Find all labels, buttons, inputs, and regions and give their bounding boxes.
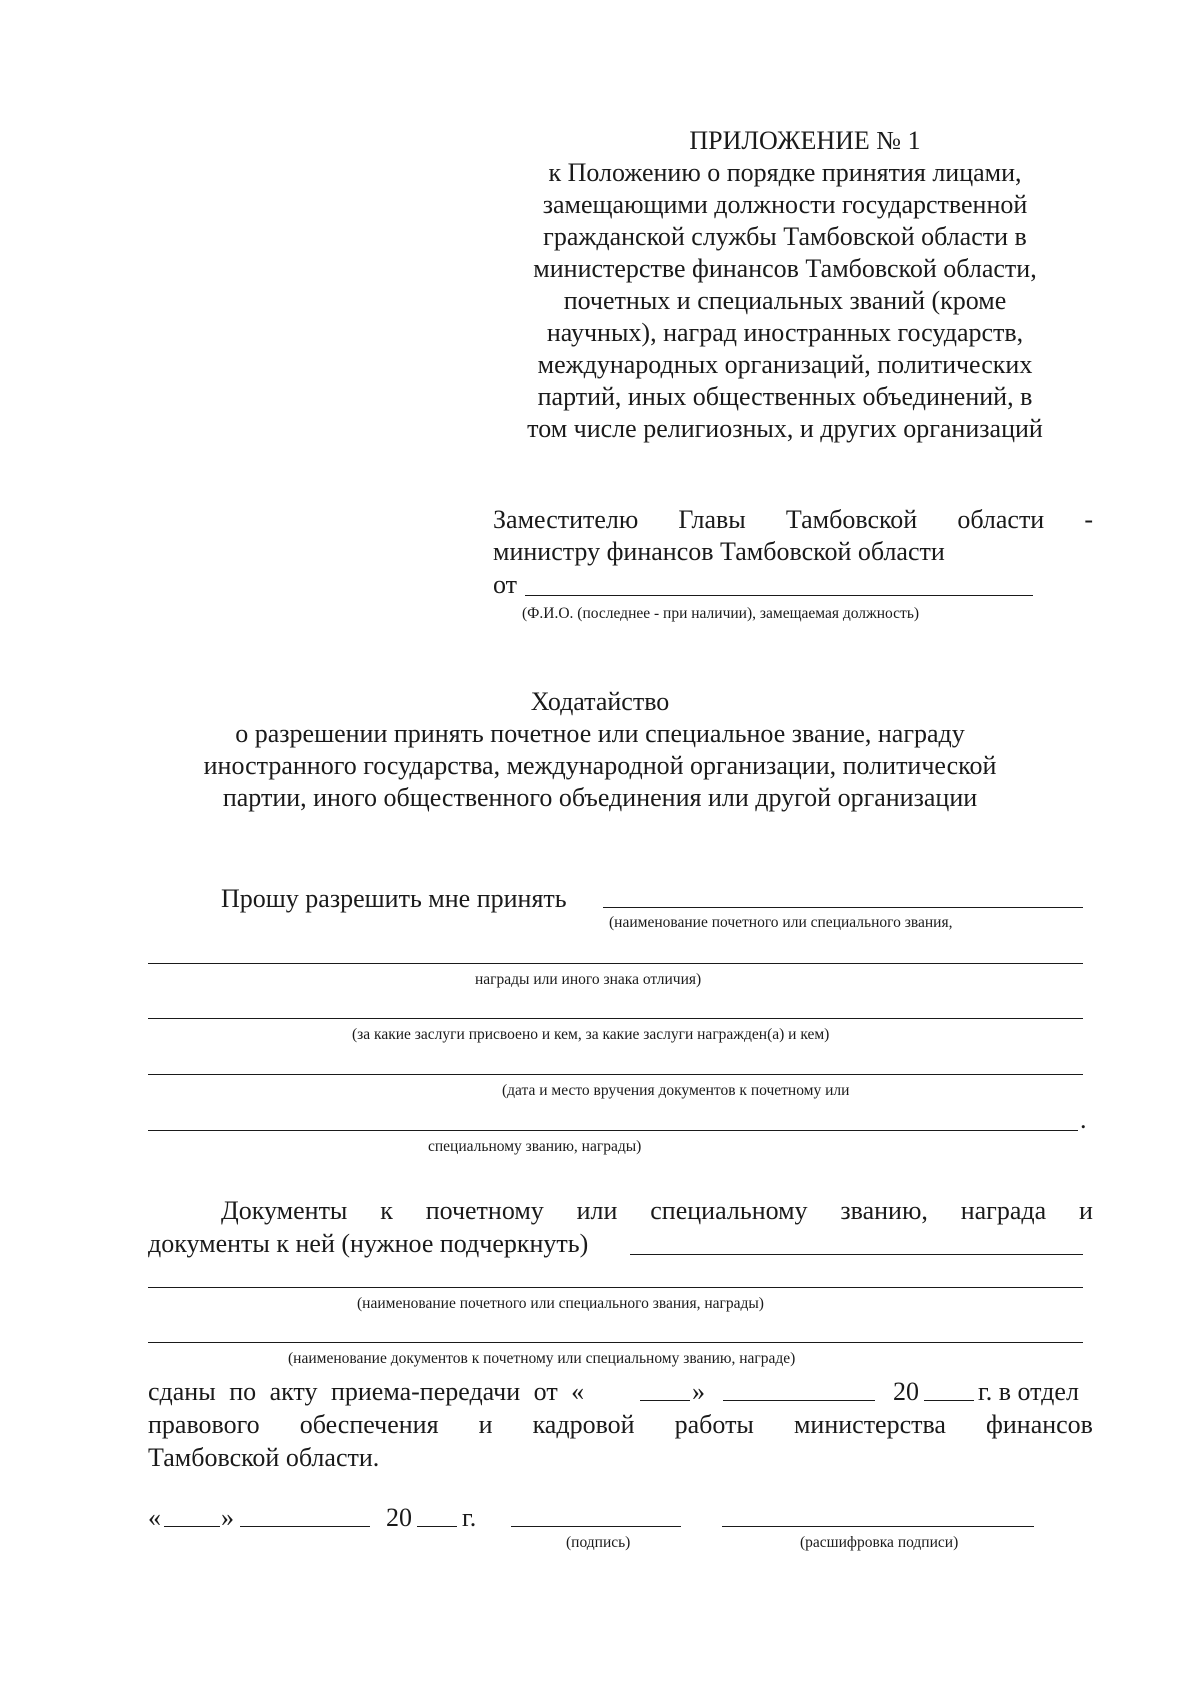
date-place-field-cont[interactable] — [148, 1130, 1078, 1131]
sign-year-suffix: г. — [462, 1503, 477, 1532]
sign-year-field[interactable] — [417, 1526, 457, 1527]
word: к — [380, 1196, 393, 1225]
merits-field[interactable] — [148, 1018, 1083, 1019]
signature-field[interactable] — [511, 1526, 681, 1527]
handed-month-field[interactable] — [723, 1400, 875, 1401]
award-name-field[interactable] — [603, 907, 1083, 908]
award-name-field-cont[interactable] — [148, 963, 1083, 964]
appendix-title: ПРИЛОЖЕНИЕ № 1 — [689, 126, 921, 155]
from-name-field[interactable] — [525, 595, 1033, 596]
date-place-field[interactable] — [148, 1074, 1083, 1075]
petition-line: партии, иного общественного объединения или другой организации — [222, 783, 978, 812]
appendix-line: почетных и специальных званий (кроме — [563, 286, 1007, 315]
sign-year-prefix: 20 — [386, 1503, 412, 1532]
petition-line: о разрешении принять почетное или специальное звание, награду — [235, 719, 965, 748]
documents-list-field[interactable] — [148, 1342, 1083, 1343]
handed-suffix: г. в отдел — [978, 1377, 1079, 1406]
word: и — [478, 1410, 493, 1439]
petition-block — [150, 686, 1050, 814]
petition-line: иностранного государства, международной организации, политической — [203, 751, 997, 780]
appendix-line: международных организаций, политических — [537, 350, 1033, 379]
word: званию, — [840, 1196, 928, 1225]
documents-caption: (наименование почетного или специального звания, награды) — [357, 1295, 764, 1312]
request-caption: (за какие заслуги присвоено и кем, за какие заслуги награжден(а) и кем) — [352, 1026, 830, 1043]
line-period: . — [1080, 1105, 1087, 1134]
documents-line-4 — [148, 1409, 1093, 1441]
word: награда — [960, 1196, 1047, 1225]
documents-line-2: документы к ней (нужное подчеркнуть) — [148, 1229, 589, 1258]
word: кадровой — [532, 1410, 635, 1439]
sign-quote-open: « — [148, 1503, 161, 1532]
request-caption: (дата и место вручения документов к почетному или — [502, 1082, 850, 1099]
request-caption: специальному званию, награды) — [428, 1138, 642, 1155]
from-label: от — [493, 570, 518, 599]
word: области — [957, 505, 1045, 534]
word: обеспечения — [299, 1410, 439, 1439]
request-caption: награды или иного знака отличия) — [475, 971, 702, 988]
documents-line-1 — [221, 1195, 1093, 1227]
word: и — [1078, 1196, 1093, 1225]
appendix-line: к Положению о порядке принятия лицами, — [548, 158, 1022, 187]
word: Документы — [221, 1196, 348, 1225]
signature-caption: (подпись) — [566, 1534, 631, 1551]
word: Главы — [678, 505, 746, 534]
appendix-block — [480, 125, 1090, 445]
handed-quote-close: » — [692, 1377, 705, 1406]
appendix-line: министерстве финансов Тамбовской области, — [533, 254, 1037, 283]
word: Заместителю — [493, 505, 639, 534]
word: или — [576, 1196, 618, 1225]
sign-month-field[interactable] — [240, 1526, 370, 1527]
word: специальному — [650, 1196, 808, 1225]
word: Тамбовской — [785, 505, 918, 534]
award-name-field-2[interactable] — [148, 1287, 1083, 1288]
handed-day-field[interactable] — [640, 1400, 690, 1401]
word: почетному — [425, 1196, 544, 1225]
appendix-line: научных), наград иностранных государств, — [546, 318, 1024, 347]
handed-year-field[interactable] — [924, 1400, 974, 1401]
underline-choice-field[interactable] — [630, 1254, 1083, 1255]
handed-prefix: сданы по акту приема-передачи от « — [148, 1377, 585, 1406]
appendix-line: гражданской службы Тамбовской области в — [543, 222, 1027, 251]
addressee-line-1 — [493, 504, 1093, 536]
appendix-line: том числе религиозных, и других организаций — [527, 414, 1043, 443]
word: правового — [148, 1410, 260, 1439]
documents-line-5: Тамбовской области. — [148, 1443, 380, 1472]
appendix-line: партий, иных общественных объединений, в — [537, 382, 1033, 411]
word: финансов — [986, 1410, 1093, 1439]
from-caption: (Ф.И.О. (последнее - при наличии), замещаемая должность) — [522, 605, 920, 622]
sign-day-field[interactable] — [164, 1526, 220, 1527]
appendix-line: замещающими должности государственной — [542, 190, 1028, 219]
signature-decode-caption: (расшифровка подписи) — [800, 1534, 959, 1551]
addressee-line-2: министру финансов Тамбовской области — [493, 537, 945, 566]
handed-year-prefix: 20 — [893, 1377, 919, 1406]
sign-quote-close: » — [221, 1503, 234, 1532]
request-label: Прошу разрешить мне принять — [221, 884, 567, 913]
word: министерства — [793, 1410, 946, 1439]
signature-decode-field[interactable] — [722, 1526, 1034, 1527]
word: - — [1084, 505, 1093, 534]
request-caption: (наименование почетного или специального звания, — [609, 914, 953, 931]
petition-title: Ходатайство — [530, 687, 670, 716]
documents-caption: (наименование документов к почетному или специальному званию, награде) — [288, 1350, 796, 1367]
word: работы — [674, 1410, 754, 1439]
